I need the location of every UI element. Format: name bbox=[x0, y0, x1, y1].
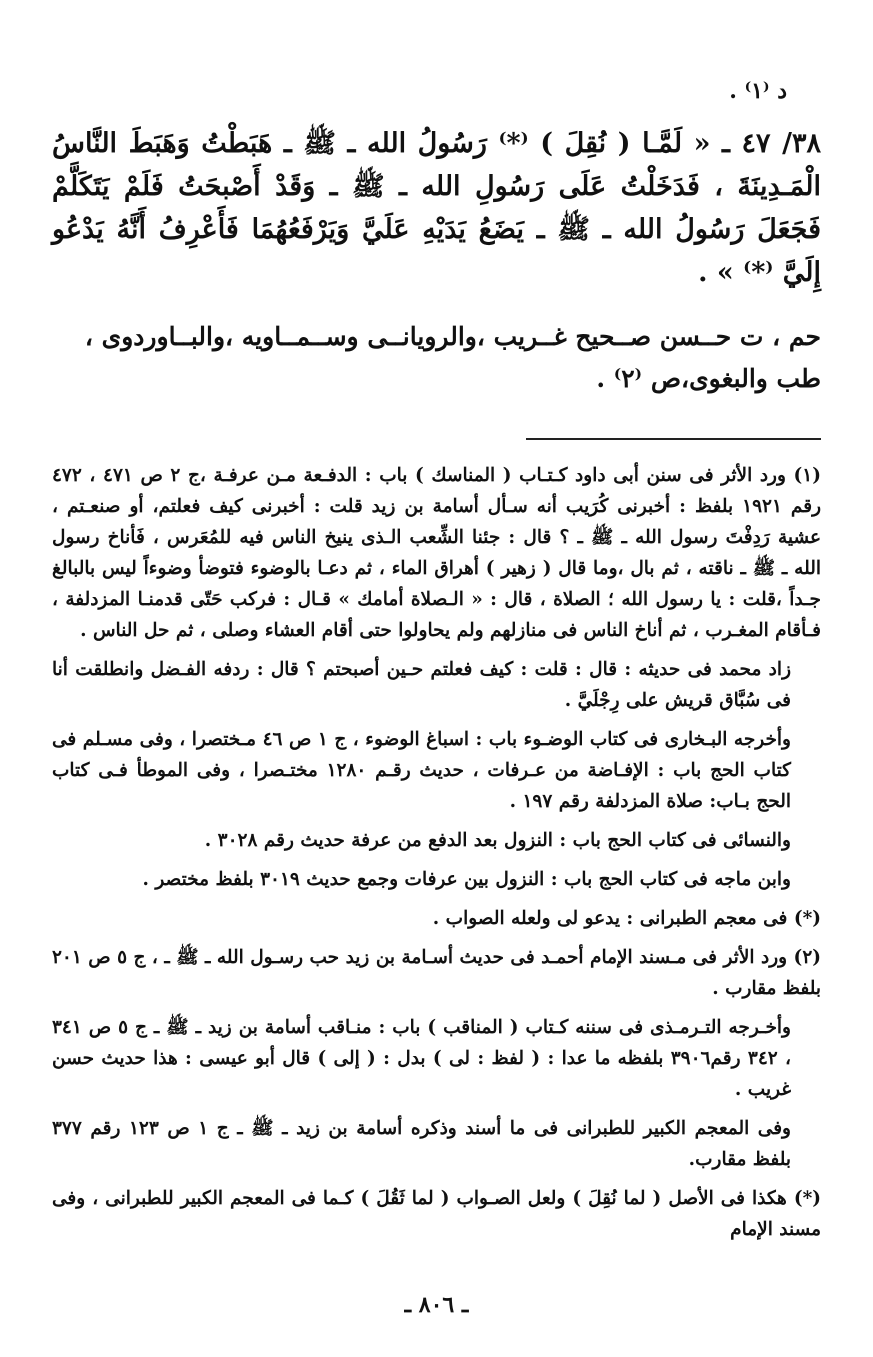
footnote-1-text: (١) ورد الأثر فى سنن أبى داود كـتـاب ( المناسك ) باب : الدفـعة مـن عرفـة ،ج ٢ ص ٤٧١ ، ٤٧٢ رقم ١٩٢١ بلفظ : أخبرنى كُرَيب أنه سـأل أسامة بن زيد قلت : أخبرنى كيف فعلتم، أو صنعـتم ، عشية رَدِفْتَ رسول الله ـ ﷺ ـ ؟ قال : جئنا الشِّعب الـذى ينيخ الناس فيه للمُعَرس ، فَأناخ رسول الله ـ ﷺ ـ ناقته ، ثم بال ،وما قال ( زهير ) أهراق الماء ، ثم دعـا بالوضوء فتوضأ وضوءاً ليس بالبالغ جـداً ،قلت : يا رسول الله ؛ الصلاة ، قال : « الـصلاة أمامك » قـال : فركب حَتّى قدمنـا المزدلفة ، فـأقام المغـرب ، ثم أناخ الناس فى منازلهم ولم يحاولوا حتى أقام العشاء وصلى ، ثم حل الناس . bbox=[52, 465, 821, 641]
footnote-2-tabarani: وفى المعجم الكبير للطبرانى فى ما أسند وذكره أسامة بن زيد ـ ﷺ ـ ج ١ ص ١٢٣ رقم ٣٧٧ بلفظ مقارب. bbox=[52, 1118, 791, 1170]
footnote-1-bukhari: وأخرجه البـخارى فى كتاب الوضـوء باب : اسباغ الوضوء ، ج ١ ص ٤٦ مـختصرا ، وفى مسـلم فى كتاب الحج باب : الإفـاضة من عـرفات ، حديث رقـم ١٢٨٠ مختـصرا ، وفى الموطأ فـى كتاب الحج بـاب: صلاة المزدلفة رقم ١٩٧ . bbox=[52, 729, 791, 812]
hadith-sources: حم ، ت حــسن صــحيح غــريب ،والرويانــى وســمــاويه ،والبــاوردوى ، طب والبغوى،ص ⁽٢⁾ . bbox=[84, 322, 821, 393]
footnote-star-2: (*) هكذا فى الأصل ( لما نُقِلَ ) ولعل الصـواب ( لما ثَقُلَ ) كـما فى المعجم الكبير للطبرانى ، وفى مسند الإمام bbox=[52, 1188, 821, 1240]
footnote-separator bbox=[526, 438, 821, 440]
footnote-1-ibn-majah: وابن ماجه فى كتاب الحج باب : النزول بين عرفات وجمع حديث ٣٠١٩ بلفظ مختصر . bbox=[142, 869, 791, 890]
source-code-line: د ⁽١⁾ . bbox=[729, 78, 787, 104]
footnote-star-1: (*) فى معجم الطبرانى : يدعو لى ولعله الصواب . bbox=[432, 908, 821, 929]
hadith-text: ٣٨/ ٤٧ ـ « لَمَّـا ( نُقِلَ ) ⁽*⁾ رَسُولُ الله ـ ﷺ ـ هَبَطْتُ وَهَبَطَ النَّاسُ الْمَـدِينَةَ ، فَدَخَلْتُ عَلَى رَسُولِ الله ـ ﷺ ـ وَقَدْ أَصْبحَتُ فَلَمْ يَتَكَلَّمْ فَجَعَلَ رَسُولُ الله ـ ﷺ ـ يَضَعُ يَدَيْهِ عَلَيَّ وَيَرْفَعُهُمَا فَأَعْرِفُ أَنَّهُ يَدْعُو إِلَيَّ ⁽*⁾ » . bbox=[52, 128, 821, 288]
footnote-2-text: (٢) ورد الأثر فى مـسند الإمام أحمـد فى حديث أسـامة بن زيد حب رسـول الله ـ ﷺ ـ ، ج ٥ ص ٢٠١ بلفظ مقارب . bbox=[52, 947, 822, 999]
footnotes bbox=[52, 460, 821, 1245]
page-number: ـ ٨٠٦ ـ bbox=[404, 1292, 469, 1318]
footnote-1-nasai: والنسائى فى كتاب الحج باب : النزول بعد الدفع من عرفة حديث رقم ٣٠٢٨ . bbox=[204, 830, 791, 851]
footnote-2-tirmidhi: وأخـرجه التـرمـذى فى سننه كـتاب ( المناقب ) باب : منـاقب أسامة بن زيد ـ ﷺ ـ ج ٥ ص ٣٤١ ، ٣٤٢ رقم٣٩٠٦ بلفظه ما عدا : ( لفظ : لى ) بدل : ( إلى ) قال أبو عيسى : هذا حديث حسن غريب . bbox=[52, 1017, 791, 1100]
footnote-1-addition: زاد محمد فى حديثه : قال : قلت : كيف فعلتم حـين أصبحتم ؟ قال : ردفه الفـضل وانطلقت أنا فى سُبَّاق قريش على رِجْلَيَّ . bbox=[52, 659, 791, 711]
hadith-block bbox=[52, 122, 821, 294]
